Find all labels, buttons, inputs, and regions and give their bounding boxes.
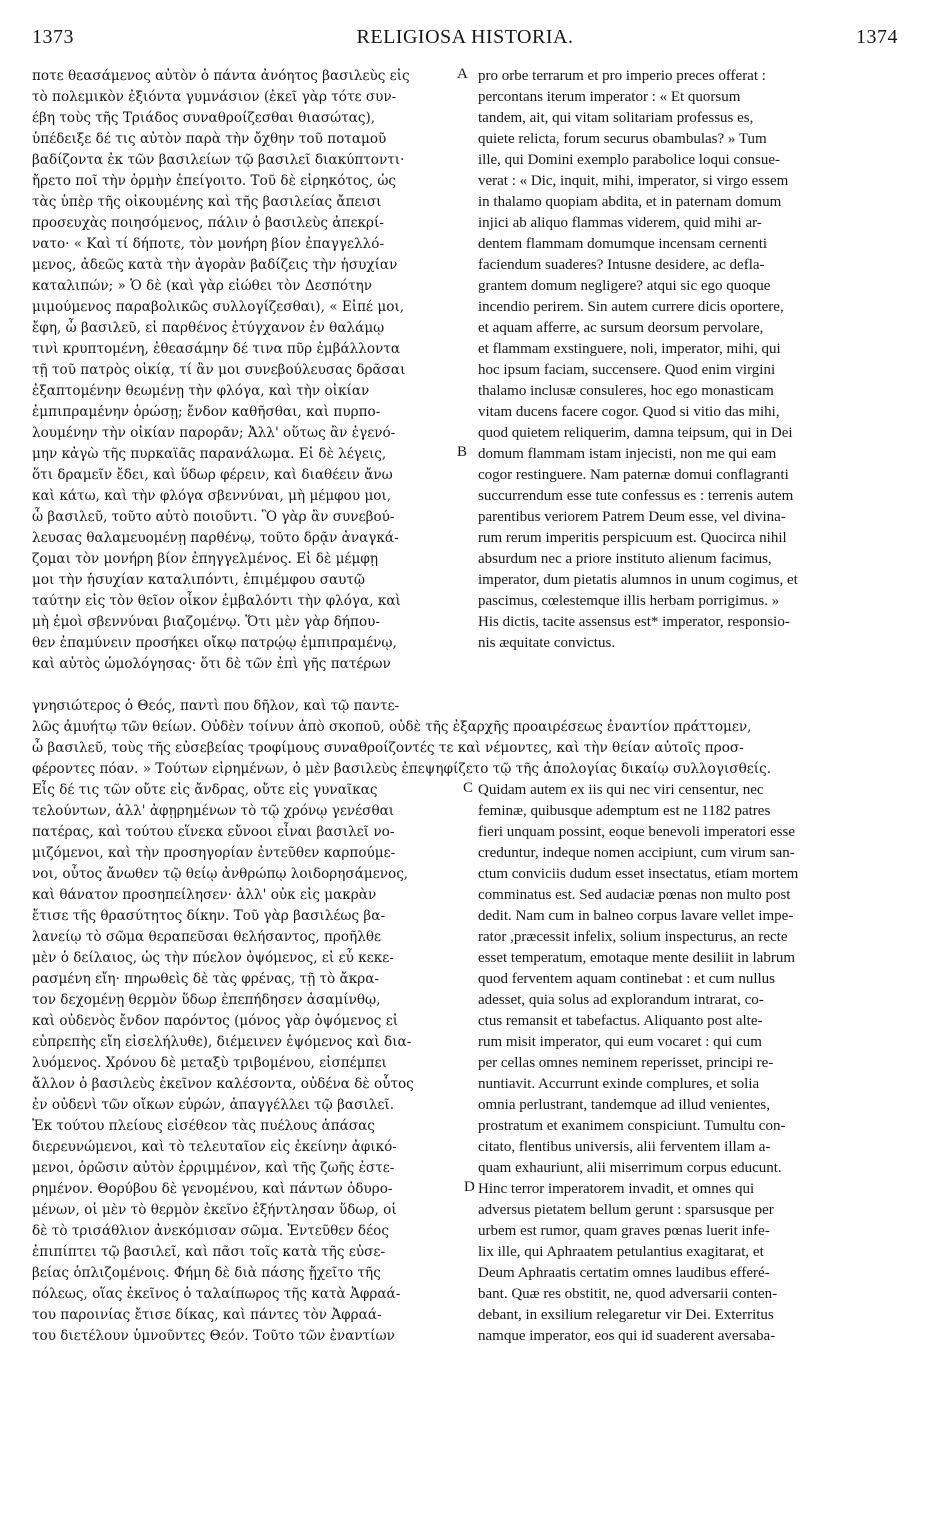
latin-text-line: rum misit imperator, qui eum vocaret : qui cum xyxy=(478,1034,762,1050)
latin-text-line: namque imperator, eos qui id suaderent aversaba- xyxy=(478,1328,776,1344)
latin-text-line: et flammam exstinguere, noli, imperator, mihi, qui xyxy=(478,341,781,357)
latin-text-line: succurrendum esse tute confessus es : terrenis autem xyxy=(478,488,794,504)
latin-text-line: thalamo inclusæ consuleres, hoc ego monasticam xyxy=(478,383,774,399)
greek-text-line: εὐπρεπὴς εἴη εἰσελήλυθε), διέμεινεν ἑψόμενος καὶ δια- xyxy=(32,1034,412,1050)
latin-text-line: dentem flammam domumque incensam cernenti xyxy=(478,236,768,252)
greek-text-line: μιζόμενοι, καὶ τὴν προσηγορίαν ἐντεῦθεν καρπούμε- xyxy=(32,845,396,861)
greek-text-line: ἤρετο ποῖ τὴν ὁρμὴν ἐπείγοιτο. Τοῦ δὲ εἰρηκότος, ὡς xyxy=(32,173,397,189)
greek-text-line: τὰς ὑπὲρ τῆς οἰκουμένης καὶ τῆς βασιλείας ἄπεισι xyxy=(32,194,382,210)
latin-text-line: fieri unquam possint, eoque benevoli imperatori esse xyxy=(478,824,795,840)
greek-text-line: ἐμπιπραμένην ὁρώσῃ; ἔνδον καθῆσθαι, καὶ πυρπο- xyxy=(32,404,381,420)
greek-text-line: ζομαι τὸν μονήρη βίον ἐπηγγελμένος. Εἰ δὲ μέμφῃ xyxy=(32,551,378,567)
greek-text-line: πατέρας, καὶ τούτου εἵνεκα εὔνοοι εἶναι βασιλεῖ νο- xyxy=(32,824,395,840)
greek-text-line: ρημένον. Θορύβου δὲ γενομένου, καὶ πάντων ὀδυρο- xyxy=(32,1181,393,1197)
latin-text-line: faciendum suaderes? Intusne desidere, ac defla- xyxy=(478,257,765,273)
latin-text-line: verat : « Dic, inquit, mihi, imperator, si virgo essem xyxy=(478,173,789,189)
greek-text-line: μιμούμενος παραβολικῶς συλλογίζεσθαι), « Εἰπέ μοι, xyxy=(32,299,405,315)
latin-text-line: adesset, quia solus ad explorandum intrarat, co- xyxy=(478,992,764,1008)
latin-text-line: adversus pietatem bellum gerunt : sparsusque per xyxy=(478,1202,774,1218)
greek-text-line: του διετέλουν ὑμνοῦντες Θεόν. Τοῦτο τῶν ἐναντίων xyxy=(32,1328,395,1344)
latin-text-line: citato, flentibus universis, alii ferventem illam a- xyxy=(478,1139,771,1155)
latin-text-line: hoc ipsum faciam, succensere. Quod enim virgini xyxy=(478,362,776,378)
latin-text-line: in thalamo quopiam abdita, et in paternam domum xyxy=(478,194,782,210)
section-marker-c: C xyxy=(463,780,474,796)
latin-text-line: imperator, dum pietatis alumnos in unum cogimus, et xyxy=(478,572,798,588)
latin-text-line: feminæ, quibusque ademptum est ne 1182 patres xyxy=(478,803,771,819)
greek-text-line: νατο· « Καὶ τί δήποτε, τὸν μονήρη βίον ἐπαγγελλό- xyxy=(32,236,385,252)
greek-text-line: του παροινίας ἔτισε δίκας, καὶ πάντες τὸν Ἀφραά- xyxy=(32,1307,382,1323)
greek-text-line: μην κἀγὼ τῆς πυρκαϊᾶς παρανάλωμα. Εἰ δὲ λέγεις, xyxy=(32,446,387,462)
latin-text-line: urbem est rumor, quam graves pœnas luerit infe- xyxy=(478,1223,770,1239)
greek-text-line: ἐξαπτομένην θεωμένῃ τὴν φλόγα, καὶ τὴν οἰκίαν xyxy=(32,383,370,399)
greek-text-line: λῶς ἀμυήτῳ τῶν θείων. Οὐδὲν τοίνυν ἀπὸ σκοποῦ, οὐδὲ τῆς ἐξαρχῆς προαιρέσεως ἐναντίον πράττομεν, xyxy=(32,719,752,735)
greek-text-line: ἔφη, ὦ βασιλεῦ, εἰ παρθένος ἐτύγχανον ἐν θαλάμῳ xyxy=(32,320,385,336)
greek-text-line: έβη τοὺς τῆς Τριάδος συναθροίζεσθαι θιασώτας), xyxy=(32,110,376,126)
greek-text-line: βαδίζοντα ἐκ τῶν βασιλείων τῷ βασιλεῖ διακύπτοντι· xyxy=(32,152,405,168)
left-page-number: 1373 xyxy=(32,26,74,48)
latin-text-line: lix ille, qui Aphraatem petulantius exagitarat, et xyxy=(478,1244,764,1260)
latin-text-line: percontans iterum imperator : « Et quorsum xyxy=(478,89,741,105)
latin-text-line: cogor restinguere. Nam paternæ domui conflagranti xyxy=(478,467,789,483)
greek-text-line: λυόμενος. Χρόνου δὲ μεταξὺ τριβομένου, εἰσπέμπει xyxy=(32,1055,387,1071)
latin-text-line: ctum conviciis dudum esset insectatus, etiam mortem xyxy=(478,866,799,882)
greek-text-line: τῇ τοῦ πατρὸς οἰκίᾳ, τί ἂν μοι συνεβούλευσας δρᾶσαι xyxy=(32,362,406,378)
greek-text-line: τινὶ κρυπτομένη, ἐθεασάμην δέ τινα πῦρ ἐμβάλλοντα xyxy=(32,341,401,357)
latin-text-line: vitam ducens facere cogor. Quod si vitio das mihi, xyxy=(478,404,780,420)
latin-text-line: Quidam autem ex iis qui nec viri censentur, nec xyxy=(478,782,764,798)
latin-text-line: grantem domum negligere? atqui sic ego quoque xyxy=(478,278,771,294)
greek-text-line: καὶ κάτω, καὶ τὴν φλόγα σβεννύναι, μὴ μέμφου μοι, xyxy=(32,488,392,504)
latin-text-line: quiete relicta, forum securus obambulas? » Tum xyxy=(478,131,767,147)
greek-text-line: Ἐκ τούτου πλείους εἰσέθεον τὰς πυέλους ἁπάσας xyxy=(32,1118,375,1134)
greek-text-line: τον δεχομένῃ θερμὸν ὕδωρ ἐπεπήδησεν ἀσαμίνθῳ, xyxy=(32,992,381,1008)
running-title: RELIGIOSA HISTORIA. xyxy=(356,26,574,48)
greek-text-line: τελούντων, ἀλλ' ἀφῃρημένων τὸ τῷ χρόνῳ γενέσθαι xyxy=(32,803,395,819)
latin-text-line: rum rerum imperitis perspicuum est. Quocirca nihil xyxy=(478,530,787,546)
greek-text-line: λευσας θαλαμευομένῃ παρθένῳ, τοῦτο δρᾷν ἀναγκά- xyxy=(32,530,399,546)
latin-text-line: dedit. Nam cum in balneo corpus lavare vellet impe- xyxy=(478,908,794,924)
latin-text-line: nuntiavit. Accurrunt exinde complures, et solia xyxy=(478,1076,760,1092)
latin-text-line: Hinc terror imperatorem invadit, et omnes qui xyxy=(478,1181,755,1197)
latin-text-line: rator ,præcessit infelix, solium inspecturus, an recte xyxy=(478,929,788,945)
latin-text-line: pro orbe terrarum et pro imperio preces offerat : xyxy=(478,68,766,84)
greek-text-line: ὦ βασιλεῦ, τοὺς τῆς εὐσεβείας τροφίμους συναθροίζοντές τε καὶ νέμοντες, καὶ τὴν θείαν αὐτοῖς προσ- xyxy=(32,740,744,756)
greek-text-line: Εἷς δέ τις τῶν οὔτε εἰς ἄνδρας, οὔτε εἰς γυναῖκας xyxy=(32,782,378,798)
running-header xyxy=(32,26,898,60)
section-marker-d: D xyxy=(464,1179,475,1195)
greek-text-line: τὸ πολεμικὸν ἐξιόντα γυμνάσιον (ἐκεῖ γὰρ τότε συν- xyxy=(32,89,397,105)
latin-text-line: comminatus est. Sed audaciæ pœnas non multo post xyxy=(478,887,791,903)
latin-text-line: absurdum nec a priore instituto alienum facimus, xyxy=(478,551,772,567)
section-marker-b: B xyxy=(457,444,468,460)
greek-text-line: ταύτην εἰς τὸν θεῖον οἶκον ἐμβαλόντι τὴν φλόγα, καὶ xyxy=(32,593,401,609)
greek-text-line: ἐν οὐδενὶ τῶν οἴκων εὑρών, ἀπαγγέλλει τῷ βασιλεῖ. xyxy=(32,1097,395,1113)
latin-text-line: omnia perlustrant, tandemque ad illud venientes, xyxy=(478,1097,771,1113)
latin-text-line: quam exhauriunt, alii miserrimum corpus educunt. xyxy=(478,1160,782,1176)
greek-text-line: δὲ τὸ τρισάθλιον ἀνεκόμισαν σῶμα. Ἐντεῦθεν δέος xyxy=(32,1223,389,1239)
latin-text-line: debant, in exsilium relegaretur vir Dei. Exterritus xyxy=(478,1307,774,1323)
latin-text-line: per cellas omnes neminem reperisset, principi re- xyxy=(478,1055,774,1071)
latin-text-line: nis æquitate convictus. xyxy=(478,635,616,651)
latin-text-line: quod quietem reliquerim, damna teipsum, qui in Dei xyxy=(478,425,793,441)
greek-text-line: γνησιώτερος ὁ Θεός, παντὶ που δῆλον, καὶ τῷ παντε- xyxy=(32,698,400,714)
greek-text-line: καταλιπών; » Ὁ δὲ (καὶ γὰρ εἰώθει τὸν Δεσπότην xyxy=(32,278,373,294)
greek-text-line: ρασμένη εἴη· πηρωθεὶς δὲ τὰς φρένας, τῇ τὸ ἄκρα- xyxy=(32,971,379,987)
latin-text-line: Deum Aphraatis certatim omnes laudibus efferé- xyxy=(478,1265,770,1281)
greek-text-line: προσευχὰς ποιησόμενος, πάλιν ὁ βασιλεὺς ἀπεκρί- xyxy=(32,215,384,231)
latin-text-line: et aquam afferre, ac sursum deorsum pervolare, xyxy=(478,320,764,336)
greek-text-line: ὅτι δραμεῖν ἔδει, καὶ ὕδωρ φέρειν, καὶ διαθέειν ἄνω xyxy=(32,467,393,483)
greek-text-line: μοι τὴν ἡσυχίαν καταλιπόντι, ἐπιμέμφου σαυτῷ xyxy=(32,572,366,588)
latin-text-line: His dictis, tacite assensus est* imperator, responsio- xyxy=(478,614,790,630)
greek-text-line: φέροντες πόαν. » Τούτων εἰρημένων, ὁ μὲν βασιλεὺς ἐπεψηφίζετο τῷ τῆς ἀπολογίας δικαίῳ συλλογισθείς. xyxy=(32,761,772,777)
greek-text-line: καὶ οὐδενὸς ἔνδον παρόντος (μόνος γὰρ ὀψόμενος εἰ xyxy=(32,1013,399,1029)
greek-text-line: ἄλλον ὁ βασιλεὺς ἐκεῖνον καλέσοντα, οὐδένα δὲ οὗτος xyxy=(32,1076,414,1092)
greek-text-line: νοι, οὗτος ἄνωθεν τῷ θείῳ ἀνθρώπῳ λοιδορησάμενος, xyxy=(32,866,409,882)
greek-text-line: ἐπιπίπτει τῷ βασιλεῖ, καὶ πᾶσι τοῖς κατὰ τῆς εὐσε- xyxy=(32,1244,386,1260)
greek-text-line: διερευνώμενοι, καὶ τὸ τελευταῖον εἰς ἐκείνην ἀφικό- xyxy=(32,1139,397,1155)
greek-text-line: καὶ αὐτὸς ὡμολόγησας· ὅτι δὲ τῶν ἐπὶ γῆς πατέρων xyxy=(32,656,391,672)
greek-text-line: θεν ἐπαμύνειν προσήκει οἴκῳ πατρῴῳ ἐμπιπραμένῳ, xyxy=(32,635,397,651)
greek-text-line: πόλεως, οἵας ἐκεῖνος ὁ ταλαίπωρος τῆς κατὰ Ἀφραά- xyxy=(32,1286,401,1302)
latin-text-line: creduntur, indeque nomen accipiunt, cum virum san- xyxy=(478,845,795,861)
latin-text-line: injici ab aliquo flammas viderem, quid mihi ar- xyxy=(478,215,762,231)
greek-text-line: βείας ὁπλιζομένοις. Φήμη δὲ διὰ πάσης ᾔχεῖτο τῆς xyxy=(32,1265,381,1281)
greek-text-line: ἔτισε τῆς θρασύτητος δίκην. Τοῦ γὰρ βασιλέως βα- xyxy=(32,908,386,924)
greek-text-line: μὴ ἐμοὶ σβεννύναι βιαζομένῳ. Ὅτι μὲν γὰρ δήπου- xyxy=(32,614,381,630)
latin-text-line: prostratum et exanimem conspiciunt. Tumultu con- xyxy=(478,1118,786,1134)
greek-text-line: λανείῳ τὸ σῶμα θεραπεῦσαι θελήσαντος, προῆλθε xyxy=(32,929,382,945)
latin-text-line: pascimus, cœlestemque illis herbam porrigimus. » xyxy=(478,593,780,609)
greek-text-line: καὶ θάνατον προσηπείλησεν· ἀλλ' οὐκ εἰς μακρὰν xyxy=(32,887,377,903)
latin-text-line: quod ferventem aquam continebat : et cum nullus xyxy=(478,971,775,987)
latin-text-line: incendio perirem. Sin autem currere dicis oportere, xyxy=(478,299,784,315)
latin-text-line: domum flammam istam injecisti, non me qui eam xyxy=(478,446,777,462)
greek-text-line: μὲν ὁ δείλαιος, ὡς τὴν πύελον ὀψόμενος, εἰ εὖ κεκε- xyxy=(32,950,394,966)
greek-text-line: ὑπέδειξε δέ τις αὐτὸν παρὰ τὴν ὄχθην τοῦ ποταμοῦ xyxy=(32,131,387,147)
greek-text-line: μενοι, ὁρῶσιν αὐτὸν ἐρριμμένον, καὶ τῆς ζωῆς ἐστε- xyxy=(32,1160,395,1176)
latin-text-line: esset temperatum, emotaque mente desiliit in labrum xyxy=(478,950,795,966)
greek-text-line: ὦ βασιλεῦ, τοῦτο αὐτὸ ποιοῦντι. Ὃ γὰρ ἂν συνεβού- xyxy=(32,509,395,525)
right-page-number: 1374 xyxy=(856,26,898,48)
latin-text-line: tandem, ait, qui vitam solitariam professus es, xyxy=(478,110,754,126)
latin-text-line: ctus remansit et tabefactus. Aliquanto post alte- xyxy=(478,1013,763,1029)
latin-text-line: bant. Quæ res obstitit, ne, quod adversarii conten- xyxy=(478,1286,778,1302)
latin-text-line: parentibus veriorem Patrem Deum esse, vel divina- xyxy=(478,509,786,525)
section-marker-a: A xyxy=(457,66,468,82)
greek-text-line: λουμένην τὴν οἰκίαν παρορᾶν; Ἀλλ' οὕτως ἂν ἐγενό- xyxy=(32,425,396,441)
greek-text-line: ποτε θεασάμενος αὐτὸν ὁ πάντα ἀνόητος βασιλεὺς εἰς xyxy=(32,68,410,84)
greek-text-line: μενος, ἀδεῶς κατὰ τὴν ἀγορὰν βαδίζεις τὴν ἡσυχίαν xyxy=(32,257,398,273)
greek-text-line: μένων, οἱ μὲν τὸ θερμὸν ἐκεῖνο ἐξήντλησαν ὕδωρ, οἱ xyxy=(32,1202,397,1218)
latin-text-line: ille, qui Domini exemplo parabolice loqui consue- xyxy=(478,152,781,168)
